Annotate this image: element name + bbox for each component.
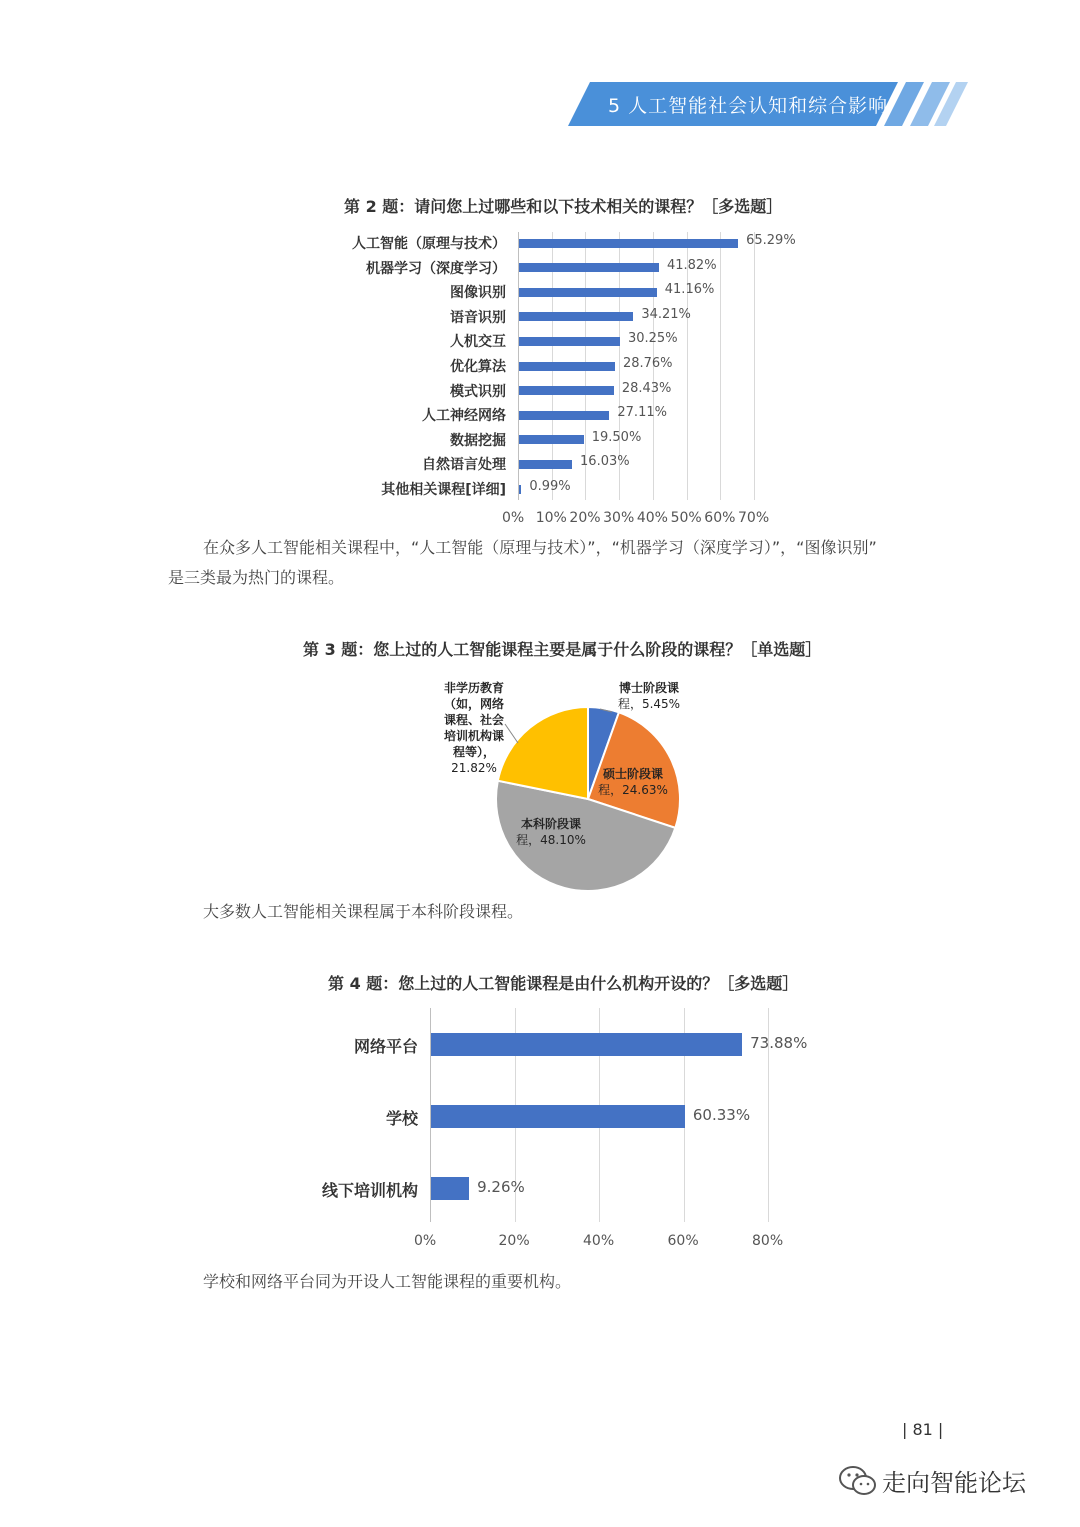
pie-label-line: （如，网络 xyxy=(443,697,504,711)
pie-slice-label xyxy=(598,766,668,798)
q2-category-label: 人工智能（原理与技术） xyxy=(352,236,506,252)
q2-x-tick-label: 40% xyxy=(636,510,668,526)
pie-label-line: 培训机构课 xyxy=(443,729,504,743)
pie-slice-label xyxy=(516,816,586,848)
q2-value-label: 41.16% xyxy=(664,282,715,298)
page-number: | 81 | xyxy=(902,1420,944,1439)
q3-paragraph: 大多数人工智能相关课程属于本科阶段课程。 xyxy=(203,902,524,921)
q2-value-label: 19.50% xyxy=(591,429,642,445)
q2-category-label: 机器学习（深度学习） xyxy=(366,260,506,277)
q2-x-tick-label: 60% xyxy=(704,510,736,526)
pie-label-line: 硕士阶段课 xyxy=(602,767,663,781)
q2-category-label: 数据挖掘 xyxy=(450,432,506,449)
q2-value-label: 30.25% xyxy=(627,331,678,347)
q4-y-axis xyxy=(430,1008,431,1222)
q2-category-label: 人机交互 xyxy=(450,334,506,351)
q2-x-tick-label: 70% xyxy=(738,510,770,526)
q2-value-label: 27.11% xyxy=(617,405,667,421)
q2-x-tick-label: 50% xyxy=(670,510,702,526)
pie-label-line: 程，5.45% xyxy=(617,697,681,711)
q4-x-tick-label: 80% xyxy=(752,1233,784,1249)
pie-label-line: 非学历教育 xyxy=(443,681,504,695)
q2-category-label: 其他相关课程[详细] xyxy=(381,482,506,498)
q4-value-label: 9.26% xyxy=(477,1178,525,1196)
q4-x-tick-label: 60% xyxy=(667,1233,699,1249)
q2-category-label: 自然语言处理 xyxy=(422,457,506,474)
q4-x-tick-label: 0% xyxy=(414,1233,437,1249)
q4-title: 第 4 题：您上过的人工智能课程是由什么机构开设的？［多选题］ xyxy=(328,974,799,993)
q2-x-tick-label: 20% xyxy=(569,510,601,526)
q2-value-label: 65.29% xyxy=(746,233,796,248)
q2-category-label: 模式识别 xyxy=(450,383,506,400)
q2-category-label: 语音识别 xyxy=(450,309,506,326)
q2-paragraph-line2: 是三类最为热门的课程。 xyxy=(168,568,345,587)
pie-label-line: 程，48.10% xyxy=(516,833,586,847)
q4-category-label: 学校 xyxy=(385,1109,418,1128)
q2-value-label: 0.99% xyxy=(529,479,571,494)
q2-value-label: 28.76% xyxy=(622,356,673,371)
q2-x-tick-label: 0% xyxy=(502,510,525,526)
q2-category-label: 图像识别 xyxy=(450,285,506,302)
q4-bar xyxy=(430,1177,469,1200)
q2-x-tick-label: 30% xyxy=(603,510,635,526)
q2-category-label: 人工神经网络 xyxy=(422,408,506,425)
section-title: 5 人工智能社会认知和综合影响 xyxy=(608,95,889,117)
pie-slice-label xyxy=(614,680,684,712)
q4-category-label: 线下培训机构 xyxy=(321,1181,418,1200)
q2-x-tick-label: 10% xyxy=(535,510,567,526)
q2-value-label: 41.82% xyxy=(666,257,717,273)
q2-paragraph-line1: 在众多人工智能相关课程中，“人工智能（原理与技术）”，“机器学习（深度学习）”，“图像识别” xyxy=(203,538,877,557)
q4-x-tick-label: 40% xyxy=(583,1233,615,1249)
pie-label-line: 博士阶段课 xyxy=(618,681,679,695)
q2-category-label: 优化算法 xyxy=(450,359,506,375)
pie-label-line: 课程、社会 xyxy=(443,713,504,727)
q2-title: 第 2 题：请问您上过哪些和以下技术相关的课程？［多选题］ xyxy=(344,197,783,216)
q4-paragraph: 学校和网络平台同为开设人工智能课程的重要机构。 xyxy=(203,1272,572,1291)
q4-value-label: 73.88% xyxy=(750,1034,808,1052)
pie-label-line: 21.82% xyxy=(451,761,497,775)
q3-title: 第 3 题：您上过的人工智能课程主要是属于什么阶段的课程？［单选题］ xyxy=(303,640,822,659)
q2-value-label: 34.21% xyxy=(641,306,691,322)
q4-x-tick-label: 20% xyxy=(498,1233,530,1249)
watermark-text: 走向智能论坛 xyxy=(882,1469,1026,1497)
q4-bar xyxy=(430,1105,685,1128)
q2-value-label: 16.03% xyxy=(580,454,630,470)
q2-value-label: 28.43% xyxy=(621,380,672,396)
pie-label-line: 程，24.63% xyxy=(598,783,668,797)
q4-bar xyxy=(430,1033,742,1056)
wechat-icon xyxy=(838,1464,878,1498)
pie-slice-label xyxy=(436,680,512,776)
q4-value-label: 60.33% xyxy=(692,1106,751,1124)
pie-label-line: 程等）， xyxy=(452,745,495,759)
pie-label-line: 本科阶段课 xyxy=(520,817,581,831)
q4-category-label: 网络平台 xyxy=(353,1037,418,1056)
